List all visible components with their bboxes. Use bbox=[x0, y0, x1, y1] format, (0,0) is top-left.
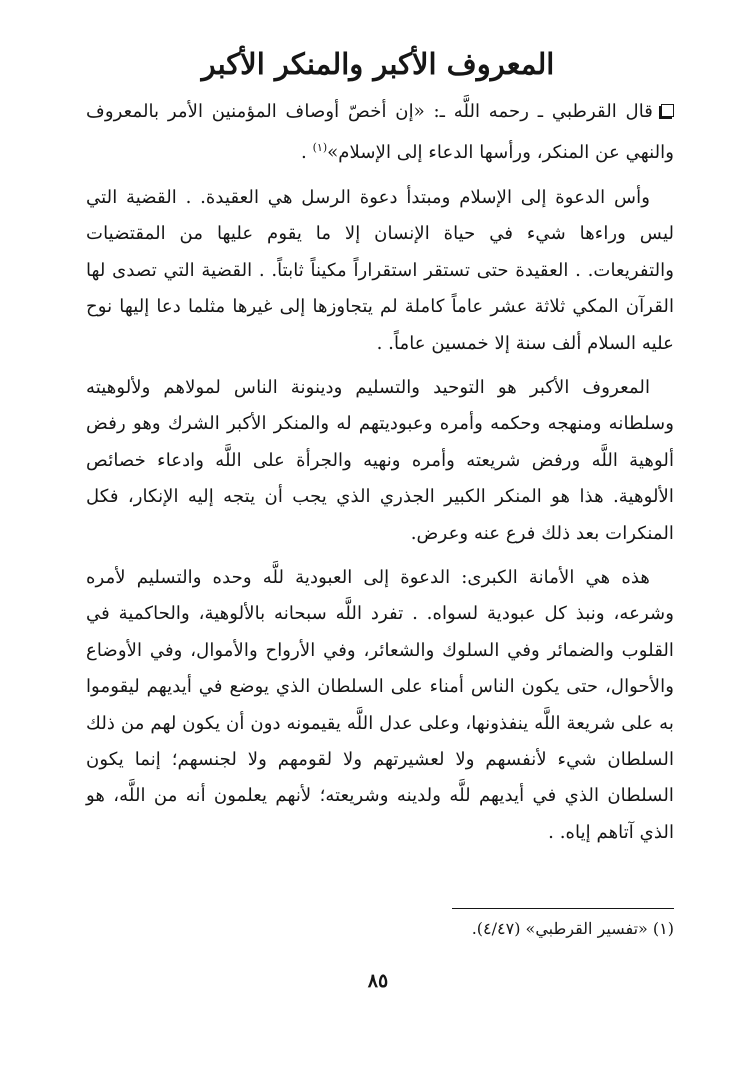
footnote-reference[interactable]: (١) bbox=[312, 141, 328, 155]
paragraph-1-tail: . bbox=[301, 142, 313, 164]
footnote: (١) «تفسير القرطبي» (٤/٤٧). bbox=[471, 919, 674, 938]
paragraph-4: هذه هي الأمانة الكبرى: الدعوة إلى العبودية للَّه وحده والتسليم لأمره وشرعه، ونبذ كل عبودية لسواه. . تفرد اللَّه سبحانه بالألوهية، والحاكمية في القلوب والضمائر وفي السلوك والشعائر، وفي الأرواح والأموال، وفي الأوضاع والأحوال، حتى يكون الناس أمناء على السلطان الذي يوضع في أيديهم ليقوموا به على شريعة اللَّه ينفذونها، وعلى عدل اللَّه يقيمونه دون أن يكون لهم من ذلك السلطان شيء لأنفسهم ولا لعشيرتهم ولا لقومهم ولا لجنسهم؛ إنما يكون السلطان الذي في أيديهم للَّه ولدينه وشريعته؛ لأنهم يعلمون أنه من اللَّه، هو الذي آتاهم إياه. . bbox=[86, 566, 674, 843]
paragraph-3: المعروف الأكبر هو التوحيد والتسليم ودينونة الناس لمولاهم ولألوهيته وسلطانه ومنهجه وحكمه وأمره وعبوديتهم له والمنكر الأكبر الشرك وهو رفض ألوهية اللَّه ورفض شريعته وأمره ونهيه والجرأة على اللَّه وادعاء خصائص الألوهية. هذا هو المنكر الكبير الجذري الذي يجب أن يتجه إليه الإنكار، فكل المنكرات بعد ذلك فرع عنه وعرض. bbox=[86, 376, 674, 544]
body-text bbox=[86, 94, 674, 859]
square-bullet-icon bbox=[661, 104, 674, 117]
paragraph-1-text: قال القرطبي ـ رحمه اللَّه ـ: «إن أخصّ أوصاف المؤمنين الأمر بالمعروف والنهي عن المنكر، ورأسها الدعاء إلى الإسلام» bbox=[86, 101, 674, 164]
page-title: المعروف الأكبر والمنكر الأكبر bbox=[201, 47, 555, 81]
page-number: ٨٥ bbox=[367, 970, 389, 992]
footnote-divider bbox=[452, 908, 674, 909]
paragraph-2: وأس الدعوة إلى الإسلام ومبتدأ دعوة الرسل هي العقيدة. . القضية التي ليس وراءها شيء في حياة الإنسان إلا ما يقوم عليها من المقتضيات والتفريعات. . العقيدة حتى تستقر استقراراً مكيناً ثابتاً. . القضية التي تصدى لها القرآن المكي ثلاثة عشر عاماً كاملة لم يتجاوزها إلى غيرها مثلما دعا إليها نوح عليه السلام ألف سنة إلا خمسين عاماً. . bbox=[86, 186, 674, 354]
paragraph-1 bbox=[86, 94, 674, 172]
